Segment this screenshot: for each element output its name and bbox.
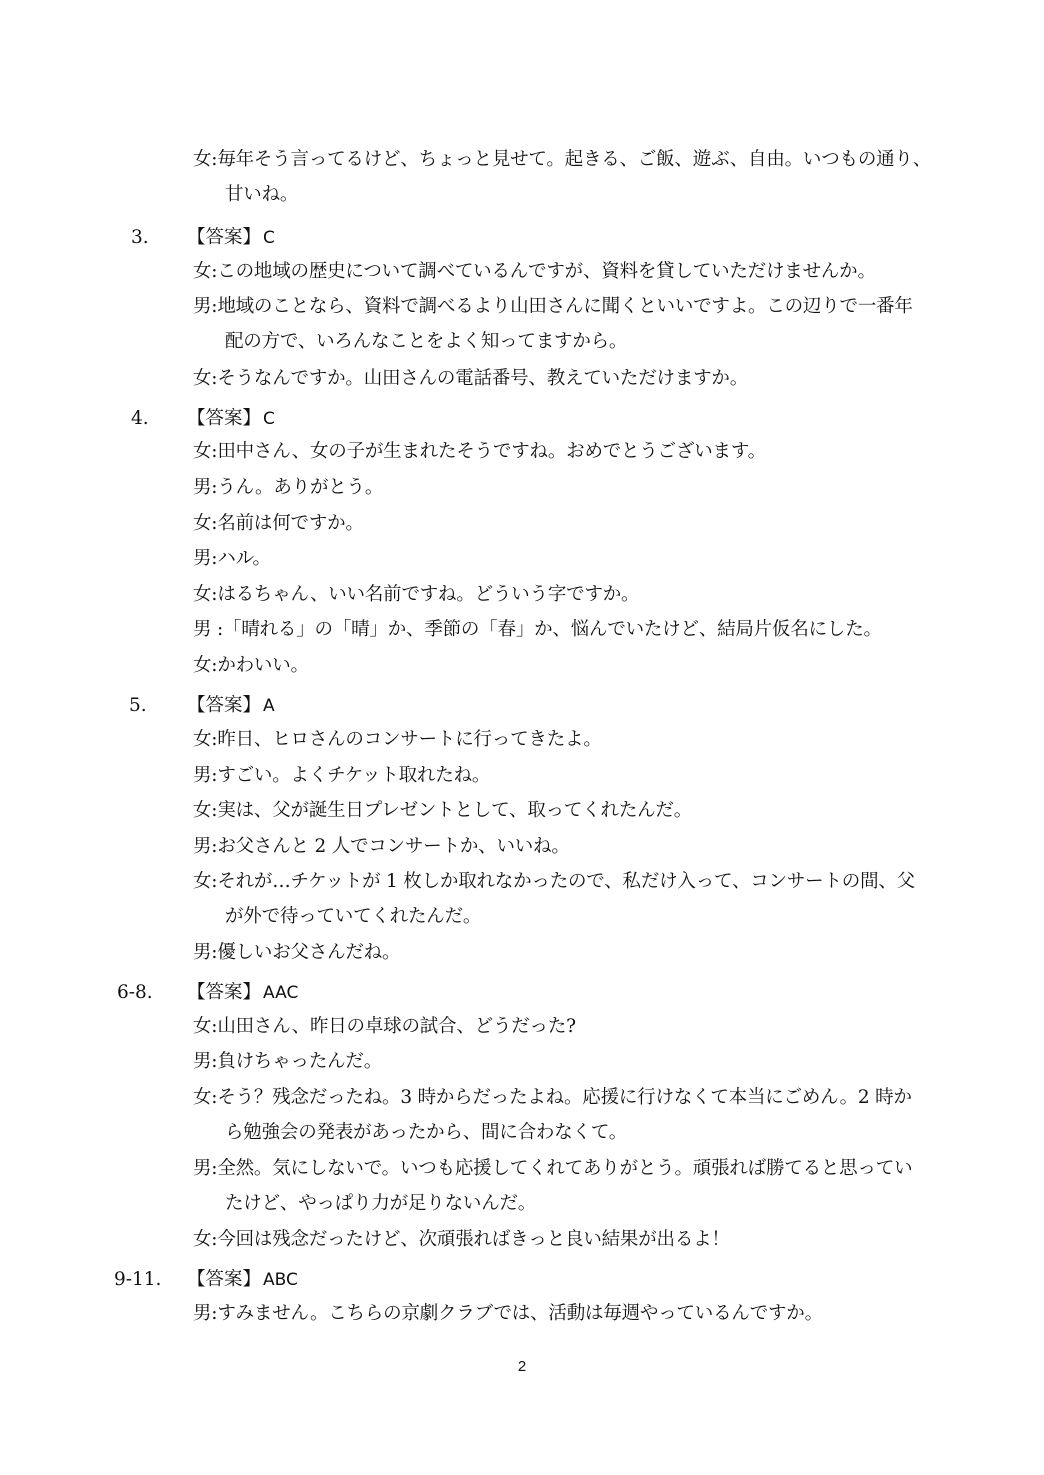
answer-value: C: [263, 409, 275, 429]
dialogue-line: 女:毎年そう言ってるけど、ちょっと見せて。起きる、ご飯、遊ぶ、自由。いつもの通り、: [193, 149, 932, 170]
dialogue-line: 男:ハル。: [193, 548, 271, 569]
dialogue-line: 女:田中さん、女の子が生まれたそうですね。おめでとうございます。: [193, 441, 766, 462]
dialogue-line: 配の方で、いろんなことをよく知ってますから。: [225, 331, 628, 352]
answer-value: A: [263, 696, 275, 716]
question-number: 9-11.: [114, 1269, 162, 1290]
dialogue-line: 女:今回は残念だったけど、次頑張ればきっと良い結果が出るよ！: [193, 1229, 730, 1250]
dialogue-line: 男:優しいお父さんだね。: [193, 942, 401, 963]
dialogue-line: 男:負けちゃったんだ。: [193, 1051, 383, 1072]
answer-label: 【答案】: [187, 982, 262, 1003]
dialogue-line: 男:すごい。よくチケット取れたね。: [193, 765, 491, 786]
question-number: 5.: [129, 695, 147, 716]
answer-value: ABC: [263, 1270, 298, 1290]
dialogue-line: たけど、やっぱり力が足りないんだ。: [225, 1193, 537, 1214]
question-number: 4.: [131, 408, 149, 429]
answer-label: 【答案】: [187, 695, 262, 716]
answer-heading: [187, 981, 298, 1005]
answer-heading: [187, 694, 275, 718]
dialogue-line: ら勉強会の発表があったから、間に合わなくて。: [225, 1122, 628, 1143]
dialogue-line: 女:この地域の歴史について調べているんですが、資料を貸していただけませんか。: [193, 261, 876, 282]
dialogue-line: 甘いね。: [225, 184, 299, 205]
dialogue-line: 男:地域のことなら、資料で調べるより山田さんに聞くといいですよ。この辺りで一番年: [193, 296, 913, 317]
answer-label: 【答案】: [187, 1269, 262, 1290]
dialogue-line: 女:実は、父が誕生日プレゼントとして、取ってくれたんだ。: [193, 800, 693, 821]
dialogue-line: 女:山田さん、昨日の卓球の試合、どうだった?: [193, 1016, 576, 1037]
dialogue-line: 女:そうなんですか。山田さんの電話番号、教えていただけますか。: [193, 368, 749, 389]
dialogue-line: 女:そう？残念だったね。3 時からだったよね。応援に行けなくて本当にごめん。2 時か: [193, 1087, 912, 1108]
answer-heading: [187, 226, 275, 250]
dialogue-line: 男:うん。ありがとう。: [193, 477, 384, 498]
page-number: 2: [517, 1358, 527, 1375]
dialogue-line: 女:かわいい。: [193, 655, 309, 676]
dialogue-line: 男 :「晴れる」の「晴」か、季節の「春」か、悩んでいたけど、結局片仮名にした。: [193, 619, 882, 640]
dialogue-line: 男:すみません。こちらの京劇クラブでは、活動は毎週やっているんですか。: [193, 1303, 823, 1324]
dialogue-line: が外で待っていてくれたんだ。: [225, 906, 482, 927]
dialogue-line: 女:名前は何ですか。: [193, 513, 364, 534]
answer-value: AAC: [263, 983, 299, 1003]
question-number: 6-8.: [117, 982, 153, 1003]
dialogue-line: 男:全然。気にしないで。いつも応援してくれてありがとう。頑張れば勝てると思ってい: [193, 1158, 913, 1179]
answer-heading: [187, 407, 275, 431]
answer-heading: [187, 1268, 298, 1292]
answer-label: 【答案】: [187, 408, 262, 429]
answer-label: 【答案】: [187, 227, 262, 248]
dialogue-line: 女:それが…チケットが 1 枚しか取れなかったので、私だけ入って、コンサートの間、父: [193, 871, 915, 892]
question-number: 3.: [131, 227, 149, 248]
dialogue-line: 女:昨日、ヒロさんのコンサートに行ってきたよ。: [193, 729, 602, 750]
dialogue-line: 男:お父さんと 2 人でコンサートか、いいね。: [193, 836, 570, 857]
answer-value: C: [263, 228, 275, 248]
dialogue-line: 女:はるちゃん、いい名前ですね。どういう字ですか。: [193, 584, 640, 605]
